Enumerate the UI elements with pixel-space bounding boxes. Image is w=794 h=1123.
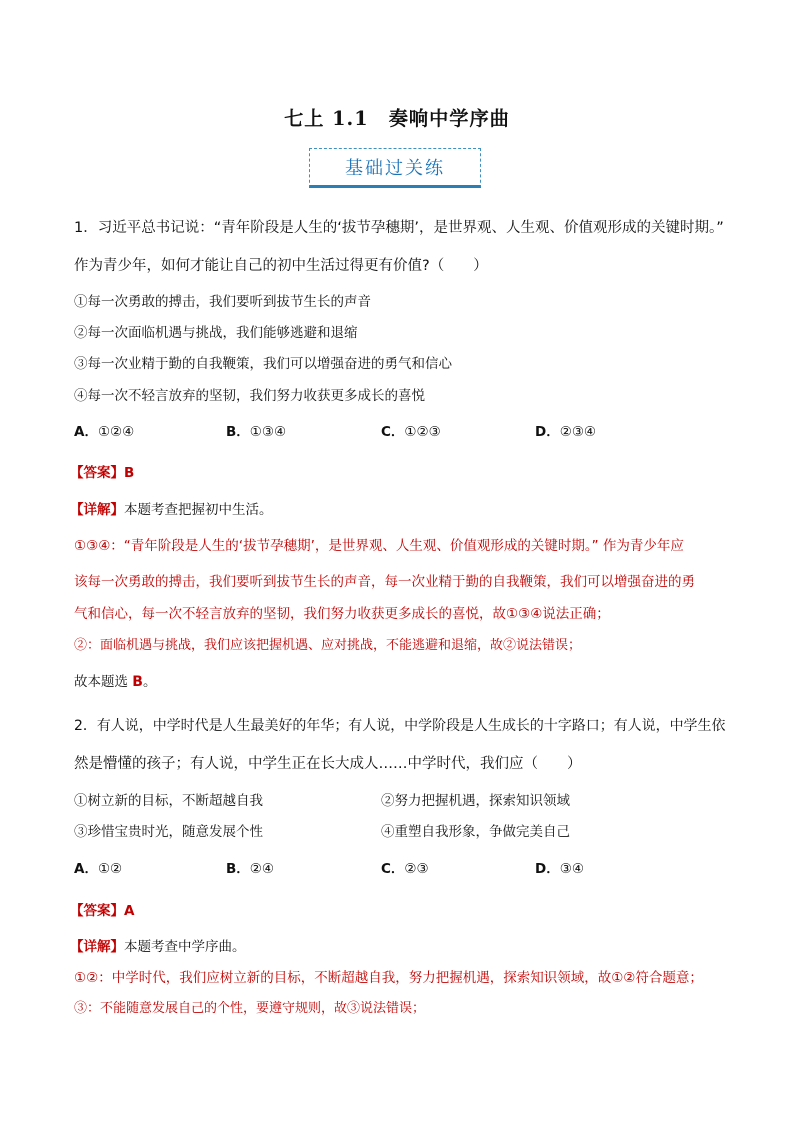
choice-letter: A．: [74, 424, 98, 440]
q2-choice-b[interactable]: [226, 857, 274, 877]
q1-detail-intro: [70, 498, 273, 518]
q2-stem-line2: 然是懵懂的孩子；有人说，中学生正在长大成人……中学时代，我们应（ ）: [74, 756, 582, 772]
q2-choice-c[interactable]: [381, 857, 429, 877]
q1-conclusion: [74, 670, 156, 690]
q2-detail-wrong: ③：不能随意发展自己的个性，要遵守规则，故③说法错误；: [74, 1001, 426, 1016]
choice-letter: A．: [74, 861, 98, 877]
q1-detail-line3: 气和信心，每一次不轻言放弃的坚韧，我们努力收获更多成长的喜悦，故①③④说法正确；: [74, 606, 610, 622]
choice-letter: C．: [381, 424, 405, 440]
choice-text: ①②④: [97, 424, 135, 440]
section-badge: [309, 148, 481, 188]
choice-text: ①②③: [404, 424, 441, 440]
q1-choice-b[interactable]: [226, 420, 286, 440]
answer-value: A: [124, 903, 135, 919]
page-title: 七上 1.1 奏响中学序曲: [284, 107, 510, 130]
q1-answer: [70, 461, 134, 481]
choice-letter: D．: [535, 424, 560, 440]
detail-intro-text: 本题考查把握初中生活。: [124, 502, 273, 518]
answer-label: 【答案】: [70, 903, 124, 919]
choice-text: ②③: [404, 861, 429, 877]
section-badge-label: 基础过关练: [345, 158, 445, 179]
q2-detail-intro: [70, 935, 246, 955]
q1-option-2: ②每一次面临机遇与挑战，我们能够逃避和退缩: [74, 325, 358, 341]
q1-option-1: ①每一次勇敢的搏击，我们要听到拔节生长的声音: [74, 294, 371, 310]
q1-option-4: ④每一次不轻言放弃的坚韧，我们努力收获更多成长的喜悦: [74, 388, 425, 404]
q1-choice-c[interactable]: [381, 420, 441, 440]
choice-text: ①②: [97, 861, 123, 877]
q1-choice-d[interactable]: [535, 420, 596, 440]
answer-value: B: [124, 465, 135, 481]
q2-choice-d[interactable]: [535, 857, 584, 877]
choice-text: ①③④: [249, 424, 287, 440]
choice-text: ③④: [559, 861, 584, 877]
choice-letter: B．: [226, 424, 250, 440]
q1-option-3: ③每一次业精于勤的自我鞭策，我们可以增强奋进的勇气和信心: [74, 356, 452, 372]
choice-text: ②③④: [559, 424, 597, 440]
q2-stem-line1: 2．有人说，中学时代是人生最美好的年华；有人说，中学阶段是人生成长的十字路口；有人说，中学生依: [74, 718, 726, 734]
detail-label: 【详解】: [70, 939, 124, 955]
choice-text: ②④: [249, 861, 275, 877]
choice-letter: D．: [535, 861, 560, 877]
choice-letter: C．: [381, 861, 405, 877]
answer-label: 【答案】: [70, 465, 124, 481]
q1-stem-line2: 作为青少年，如何才能让自己的初中生活过得更有价值?（ ）: [74, 258, 488, 274]
q1-detail-line2: 该每一次勇敢的搏击，我们要听到拔节生长的声音，每一次业精于勤的自我鞭策，我们可以增强奋进的勇: [74, 574, 695, 590]
q1-stem-line1: 1．习近平总书记说：“青年阶段是人生的‘拔节孕穗期’，是世界观、人生观、价值观形成的关键时期。”: [74, 220, 724, 236]
conclusion-suffix: 。: [142, 674, 157, 690]
conclusion-answer: B: [132, 674, 143, 690]
detail-label: 【详解】: [70, 502, 124, 518]
q2-option-1: ①树立新的目标，不断超越自我: [74, 793, 263, 809]
q2-option-3: ③珍惜宝贵时光，随意发展个性: [74, 824, 263, 840]
choice-letter: B．: [226, 861, 250, 877]
q1-detail-wrong: ②：面临机遇与挑战，我们应该把握机遇、应对挑战，不能逃避和退缩，故②说法错误；: [74, 638, 582, 653]
q1-detail-line1: ①③④：“青年阶段是人生的‘拔节孕穗期’，是世界观、人生观、价值观形成的关键时期。” 作为青少年应: [74, 538, 684, 554]
q2-answer: [70, 899, 134, 919]
q1-choice-a[interactable]: [74, 420, 134, 440]
q2-choice-a[interactable]: [74, 857, 122, 877]
detail-intro-text: 本题考查中学序曲。: [124, 939, 246, 955]
conclusion-prefix: 故本题选: [74, 674, 133, 690]
q2-option-4: ④重塑自我形象，争做完美自己: [381, 824, 570, 840]
q2-detail-right: ①②：中学时代，我们应树立新的目标，不断超越自我，努力把握机遇，探索知识领域，故①②符合题意；: [74, 970, 703, 986]
q2-option-2: ②努力把握机遇，探索知识领域: [381, 793, 570, 809]
